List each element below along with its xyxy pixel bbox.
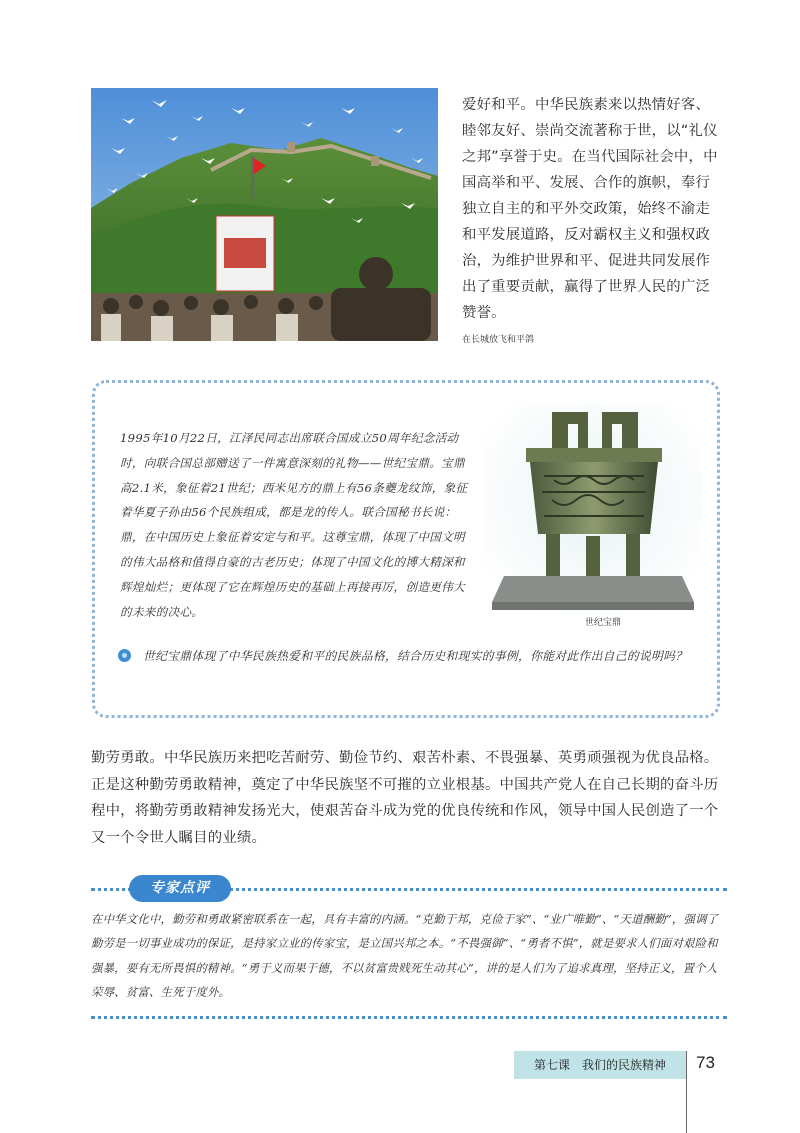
footer-divider <box>686 1051 687 1133</box>
main-paragraph: 勤劳勇敢。中华民族历来把吃苦耐劳、勤俭节约、艰苦朴素、不畏强暴、英勇顽强视为优良品格。正是这种勤劳勇敢精神，奠定了中华民族坚不可摧的立业根基。中国共产党人在自己长期的奋斗历程中，将勤劳勇敢精神发扬光大，使艰苦奋斗成为党的优良传统和作风，领导中国人民创造了一个又一个令世人瞩目的业绩。 <box>91 750 719 846</box>
lesson-title-bar: 第七课 我们的民族精神 <box>514 1051 686 1079</box>
question-bullet-icon <box>118 649 131 662</box>
expert-text: 在中华文化中，勤劳和勇敢紧密联系在一起，具有丰富的内涵。“克勤于邦，克俭于家”、“业广唯勤”、“天道酬勤”，强调了勤劳是一切事业成功的保证，是持家立业的传家宝，是立国兴邦之本。“不畏强御”、“勇者不惧”，就是要求人们面对艰险和强暴，要有无所畏惧的精神。“勇于义而果于德，不以贫富贵贱死生动其心”，讲的是人们为了追求真理，坚持正义，置个人荣辱、贫富、生死于度外。 <box>91 912 719 999</box>
story-text: 1995年10月22日，江泽民同志出席联合国成立50周年纪念活动时，向联合国总部赠送了一件寓意深刻的礼物——世纪宝鼎。宝鼎高2.1米，象征着21世纪；西米见方的鼎上有56条夔龙纹饰，象征着华夏子孙由56个民族组成，都是龙的传人。联合国秘书长说：鼎，在中国历史上象征着安定与和平。这尊宝鼎，体现了中国文明的伟大品格和值得自豪的古老历史；体现了中国文化的博大精深和辉煌灿烂；更体现了它在辉煌历史的基础上再接再厉，创造更伟大的未来的决心。 <box>120 431 468 619</box>
discussion-question <box>118 644 708 668</box>
intro-paragraph: 爱好和平。中华民族素来以热情好客、睦邻友好、崇尚交流著称于世，以“礼仪之邦”享誉于史。在当代国际社会中，中国高举和平、发展、合作的旗帜，奉行独立自主的和平外交政策，始终不渝走和平发展道路，反对霸权主义和强权政治，为维护世界和平、促进共同发展作出了重要贡献，赢得了世界人民的广泛赞誉。 <box>462 97 718 321</box>
question-text: 世纪宝鼎体现了中华民族热爱和平的民族品格，结合历史和现实的事例，你能对此作出自己的说明吗？ <box>143 649 688 663</box>
photo-caption: 在长城放飞和平鸽 <box>462 335 535 345</box>
expert-divider-bottom <box>91 1016 727 1019</box>
ding-caption: 世纪宝鼎 <box>585 618 622 628</box>
page-number: 73 <box>696 1053 715 1072</box>
expert-badge: 专家点评 <box>129 875 231 902</box>
great-wall-pigeons-photo <box>91 88 438 341</box>
century-ding-image <box>484 404 702 616</box>
